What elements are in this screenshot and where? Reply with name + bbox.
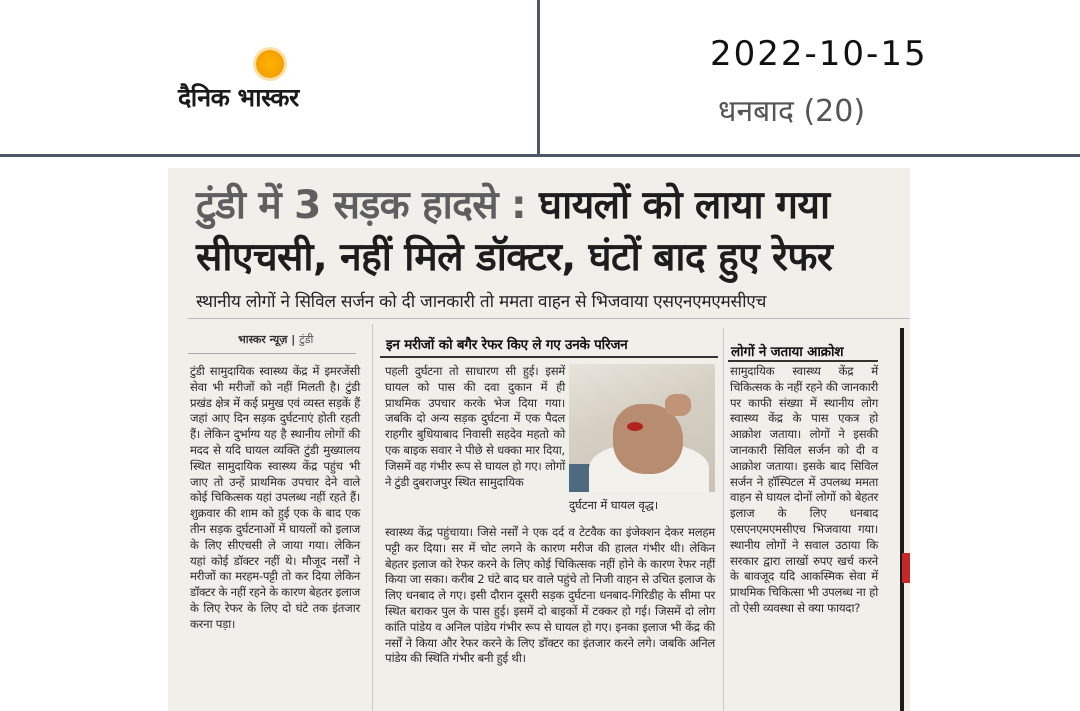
header-divider [537,0,540,155]
byline: भास्कर न्यूज़ | टुंडी [238,333,314,346]
header-rule [0,154,1080,157]
edition-header [0,0,1080,157]
section-title-relatives: इन मरीजों को बगैर रेफर किए ले गए उनके परिजन [386,337,628,353]
column-3 [730,364,878,617]
column-rule [372,324,373,711]
dainik-bhaskar-logo [178,46,368,116]
adjacent-article-edge [900,328,904,711]
column-1-text: टुंडी सामुदायिक स्वास्थ्य केंद्र में इमरजेंसी सेवा भी मरीजों को नहीं मिलती है। टुंडी प्रखंड क्षेत्र में कई प्रमुख एवं व्यस्त सड़कें हैं जहां आए दिन सड़क दुर्घटनाएं होती रहती हैं। लेकिन दुर्भाग्य यह है स्थानीय लोगों की मदद से यदि घायल व्यक्ति टुंडी मुख्यालय स्थित सामुदायिक स्वास्थ्य केंद्र पहुंच भी जाए तो उन्हें प्राथमिक उपचार देने वाले कोई चिकित्सक यहां उपलब्ध नहीं रहते हैं। शुक्रवार की शाम को हुई एक के बाद एक तीन सड़क दुर्घटनाओं में घायलों को इलाज के लिए सीएचसी ले जाया गया। लेकिन यहां कोई डॉक्टर नहीं थे। मौजूद नर्सों ने मरीजों का मरहम-पट्टी तो कर दिया लेकिन डॉक्टर के नहीं रहने के कारण बेहतर इलाज के लिए रेफर के लिए दो घंटे तक इंतजार करना पड़ा। [190,364,360,631]
column-2-bottom-text: स्वास्थ्य केंद्र पहुंचाया। जिसे नर्सों ने एक दर्द व टेटवैक का इंजेक्शन देकर मलहम पट्टी कर दिया। सर में चोट लगने के कारण मरीज की हालत गंभीर थी। लेकिन बेहतर इलाज को रेफर करने के लिए कोई चिकित्सक नहीं होने के कारण रेफर नहीं किया जा सका। करीब 2 घंटे बाद घर वाले पहुंचे तो निजी वाहन से उचित इलाज के लिए धनबाद ले गए। इसी दौरान दूसरी सड़क दुर्घटना धनबाद-गिरिडीह के सीमा पर स्थित बराकर पुल के पास हुई। इसमें दो बाइकों में टक्कर हो गई। जिसमें दो लोग कांति पांडेय व अनिल पांडेय गंभीर रूप से घायल हो गए। इनका इलाज भी केंद्र की नर्सों ने किया और रेफर करने के लिए डॉक्टर का इंतजार करने लगे। जबकि अनिल पांडेय की स्थिति गंभीर बनी हुई थी। [385,525,715,666]
headline-lead: टुंडी में 3 सड़क हादसे : [196,183,527,228]
section-rule [728,360,878,362]
headline-main: घायलों को लाया गया सीएचसी, नहीं मिले डॉक्टर, घंटों बाद हुए रेफर [196,183,833,280]
sun-icon [256,50,284,78]
photo-caption: दुर्घटना में घायल वृद्ध। [569,498,659,512]
news-clipping [168,168,910,711]
column-2-top [385,364,565,490]
column-3-text: सामुदायिक स्वास्थ्य केंद्र में चिकित्सक के नहीं रहने की जानकारी पर काफी संख्या में स्थानीय लोग स्वास्थ्य केंद्र के पास एकत्र हो आक्रोश जताया। लोगों ने इसकी जानकारी सिविल सर्जन को दी व आक्रोश जताया। इसके बाद सिविल सर्जन ने हॉस्पिटल में उपलब्ध ममता वाहन से घायल दोनों लोगों को बेहतर इलाज के लिए धनबाद एसएनएमएमसीएच भिजवाया गया। स्थानीय लोगों ने सवाल उठाया कि सरकार द्वारा लाखों रुपए खर्च करने के बावजूद यदि आकस्मिक सेवा में प्राथमिक चिकित्सा भी उपलब्ध ना हो तो ऐसी व्यवस्था से क्या फायदा? [730,364,878,615]
publication-date: 2022-10-15 [710,34,928,74]
column-rule [723,328,724,711]
column-1 [190,364,360,633]
byline-source: भास्कर न्यूज़ [238,333,288,346]
headline [196,180,910,284]
byline-place: टुंडी [299,333,314,346]
subhead-rule [188,318,910,319]
injured-elder-photo [569,364,715,492]
edition-page: धनबाद (20) [718,94,866,129]
column-2-top-text: पहली दुर्घटना तो साधारण सी हुई। इसमें घायल को पास की दवा दुकान में ही प्राथमिक उपचार करके भेज दिया गया। जबकि दो अन्य सड़क दुर्घटना में एक पैदल राहगीर बुधियाबाद निवासी सहदेव महतो को एक बाइक सवार ने पीछे से धक्का मार दिया, जिसमें वह गंभीर रूप से घायल हो गए। लोगों ने टुंडी दुबराजपुर स्थित सामुदायिक [385,364,565,489]
subheadline: स्थानीय लोगों ने सिविल सर्जन को दी जानकारी तो ममता वाहन से भिजवाया एसएनएमएमसीएच [196,292,767,312]
section-rule [380,356,718,358]
brand-name: दैनिक भास्कर [178,83,299,112]
column-2-bottom [385,525,715,667]
byline-rule [188,353,356,354]
section-title-anger: लोगों ने जताया आक्रोश [731,344,844,360]
adjacent-article-mark [902,553,910,583]
